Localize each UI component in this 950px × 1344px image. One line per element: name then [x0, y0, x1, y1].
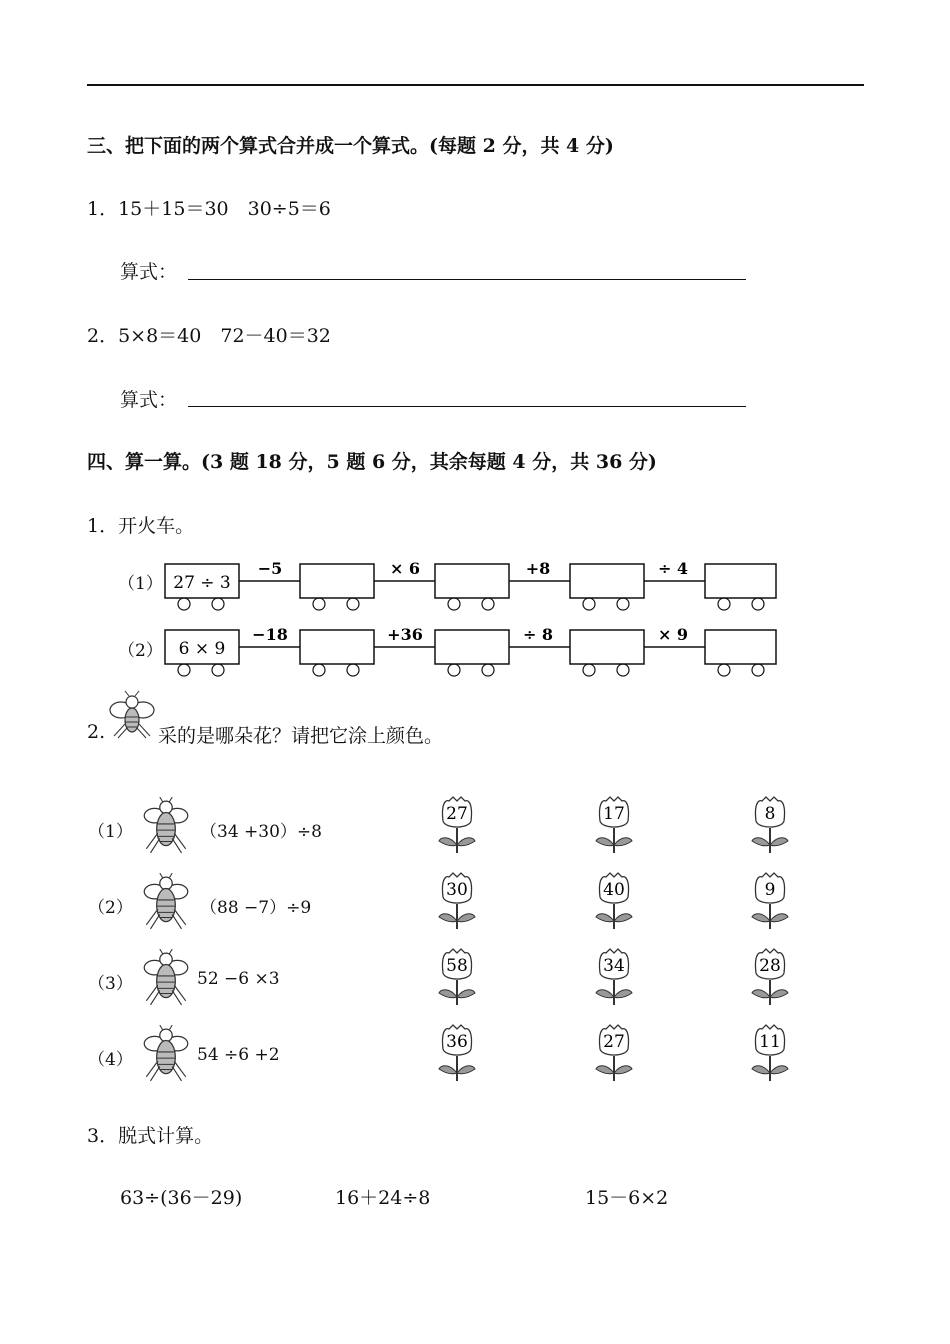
- q2-equations: 2．5×8＝40 72－40＝32: [87, 325, 331, 347]
- bee-icon: [106, 690, 158, 740]
- train-op: +8: [525, 559, 551, 578]
- flower-number: 30: [446, 880, 468, 900]
- train-op: × 6: [389, 559, 421, 578]
- train-question-label: 1．开火车。: [87, 515, 195, 537]
- flower-number: 58: [446, 956, 468, 976]
- train-row-1-id: （1）: [118, 574, 163, 594]
- flower-number: 9: [764, 880, 776, 900]
- train-car-answer[interactable]: [570, 630, 644, 676]
- bee-question-label: 采的是哪朵花？请把它涂上颜色。: [158, 725, 444, 747]
- flower[interactable]: [592, 947, 636, 1007]
- bee-row-id: （3）: [88, 974, 133, 994]
- calc-item-1: 63÷(36－29): [120, 1187, 243, 1209]
- train-car-answer[interactable]: [300, 630, 374, 676]
- train-start-value: 6 × 9: [178, 639, 226, 659]
- train-op: −18: [252, 625, 288, 644]
- flower-number: 27: [603, 1032, 625, 1052]
- section-3-title: 三、把下面的两个算式合并成一个算式。(每题 2 分，共 4 分): [87, 135, 614, 157]
- flower[interactable]: [435, 1023, 479, 1083]
- train-car-answer[interactable]: [435, 564, 509, 610]
- calc-item-2: 16＋24÷8: [335, 1187, 431, 1209]
- q2-answer-label: 算式：: [120, 389, 178, 411]
- flower-number: 36: [446, 1032, 468, 1052]
- q1-equations: 1．15＋15＝30 30÷5＝6: [87, 198, 331, 220]
- flower-number: 8: [764, 804, 776, 824]
- bee-expression: 52 −6 ×3: [197, 969, 280, 989]
- flower-number: 11: [759, 1032, 781, 1052]
- train-op: ÷ 8: [522, 625, 554, 644]
- flower-number: 17: [603, 804, 625, 824]
- flower[interactable]: [435, 795, 479, 855]
- calc-item-3: 15－6×2: [585, 1187, 669, 1209]
- flower[interactable]: [748, 871, 792, 931]
- bee-icon: [142, 949, 190, 1007]
- flower-number: 40: [603, 880, 625, 900]
- train-op: ÷ 4: [657, 559, 689, 578]
- q2-answer-line[interactable]: [188, 406, 746, 407]
- bee-row-id: （2）: [88, 898, 133, 918]
- flower[interactable]: [592, 1023, 636, 1083]
- section-4-title: 四、算一算。(3 题 18 分，5 题 6 分，其余每题 4 分，共 36 分): [87, 451, 657, 473]
- flower[interactable]: [748, 795, 792, 855]
- train-car-answer[interactable]: [300, 564, 374, 610]
- flower[interactable]: [435, 947, 479, 1007]
- q1-answer-label: 算式：: [120, 261, 178, 283]
- train-start-value: 27 ÷ 3: [173, 573, 231, 593]
- train-op: × 9: [657, 625, 689, 644]
- flower-number: 28: [759, 956, 781, 976]
- bee-row-id: （1）: [88, 822, 133, 842]
- bee-expression: 54 ÷6 +2: [197, 1045, 280, 1065]
- flower[interactable]: [435, 871, 479, 931]
- flower[interactable]: [592, 795, 636, 855]
- bee-expression: （34 +30）÷8: [200, 822, 322, 842]
- calc-question-label: 3．脱式计算。: [87, 1125, 214, 1147]
- train-op: −5: [257, 559, 283, 578]
- flower[interactable]: [592, 871, 636, 931]
- flower-number: 27: [446, 804, 468, 824]
- bee-icon: [142, 873, 190, 931]
- train-row-1: [160, 556, 780, 614]
- bee-row-id: （4）: [88, 1050, 133, 1070]
- train-car-answer[interactable]: [570, 564, 644, 610]
- train-car-answer[interactable]: [705, 630, 776, 676]
- header-rule: [87, 84, 864, 86]
- flower[interactable]: [748, 1023, 792, 1083]
- bee-question-number: 2.: [87, 721, 106, 743]
- train-car-answer[interactable]: [705, 564, 776, 610]
- q1-answer-line[interactable]: [188, 279, 746, 280]
- flower[interactable]: [748, 947, 792, 1007]
- train-car-answer[interactable]: [435, 630, 509, 676]
- train-op: +36: [387, 625, 423, 644]
- train-row-2-id: （2）: [118, 641, 163, 661]
- train-row-2: [160, 622, 780, 680]
- bee-icon: [142, 1025, 190, 1083]
- bee-expression: （88 −7）÷9: [200, 898, 312, 918]
- flower-number: 34: [603, 956, 625, 976]
- bee-icon: [142, 797, 190, 855]
